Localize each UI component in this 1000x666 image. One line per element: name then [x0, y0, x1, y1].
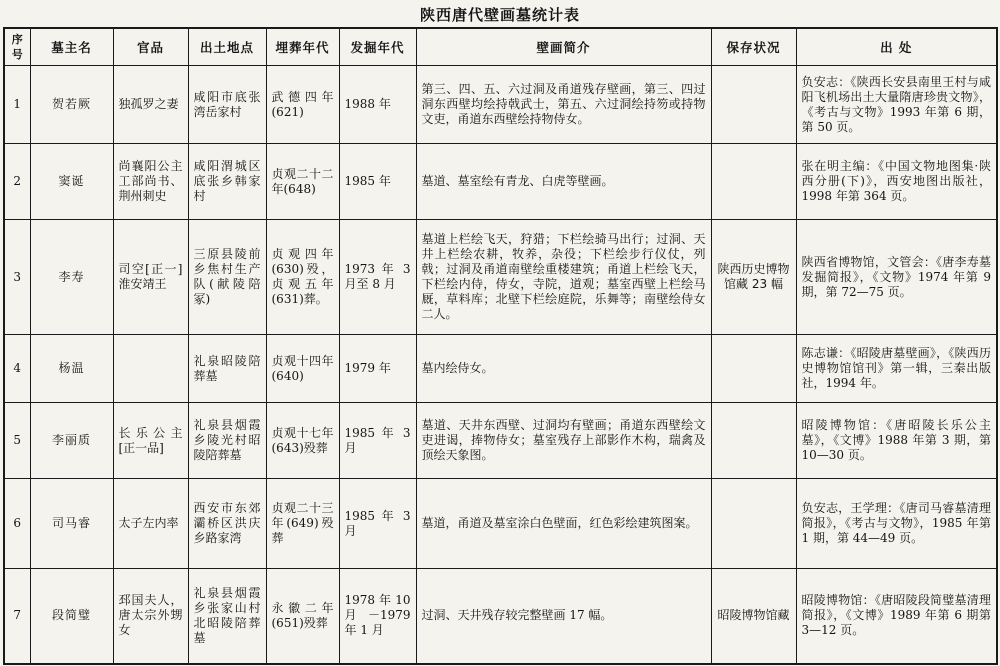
cell-preservation: [711, 144, 796, 220]
cell-burial: 武德四年(621): [266, 66, 339, 144]
table-row: [4, 144, 997, 220]
cell-official: 尚襄阳公主 工部尚书、荆州刺史: [113, 144, 188, 220]
cell-official: 太子左内率: [113, 479, 188, 569]
header-excavation: 发掘年代: [339, 28, 416, 66]
cell-burial: 贞观四年(630)殁，贞观五年(631)葬。: [266, 220, 339, 335]
cell-excavation: 1985 年: [339, 144, 416, 220]
cell-seq: 5: [4, 403, 30, 479]
cell-burial: 贞观十四年(640): [266, 335, 339, 403]
table-row: [4, 66, 997, 144]
cell-site: 咸阳渭城区底张乡韩家村: [188, 144, 266, 220]
cell-owner: 杨温: [30, 335, 113, 403]
table-row: [4, 569, 997, 664]
cell-seq: 3: [4, 220, 30, 335]
cell-source: 负安志：《陕西长安县南里王村与咸阳飞机场出土大量隋唐珍贵文物》，《考古与文物》1993 年第 6 期，第 50 页。: [796, 66, 997, 144]
cell-owner: 窦诞: [30, 144, 113, 220]
cell-burial: 贞观二十三年(649)殁葬: [266, 479, 339, 569]
cell-seq: 2: [4, 144, 30, 220]
cell-mural: 墓道上栏绘飞天，狩猎；下栏绘骑马出行；过洞、天井上栏绘农耕，牧养，杂役；下栏绘步行仪仗，列戟；过洞及甬道南壁绘重楼建筑；甬道上栏绘飞天，下栏绘内侍，侍女，寺院，道观；墓室西壁上栏绘马厩，草料库；北壁下栏绘庭院，乐舞等；南壁绘侍女二人。: [416, 220, 711, 335]
cell-source: 张在明主编：《中国文物地图集·陕西分册(下)》，西安地图出版社，1998 年第 364 页。: [796, 144, 997, 220]
cell-mural: 第三、四、五、六过洞及甬道残存壁画，第三、四过洞东西壁均绘持戟武士，第五、六过洞绘持笏或持物文吏，甬道东西壁绘持物侍女。: [416, 66, 711, 144]
header-owner: 墓主名: [30, 28, 113, 66]
header-official: 官品: [113, 28, 188, 66]
cell-burial: 永徽二年(651)殁葬: [266, 569, 339, 664]
header-source: 出 处: [796, 28, 997, 66]
cell-official: [113, 335, 188, 403]
header-mural: 壁画简介: [416, 28, 711, 66]
header-preservation: 保存状况: [711, 28, 796, 66]
cell-burial: 贞观二十二年(648): [266, 144, 339, 220]
table-row: [4, 220, 997, 335]
header-site: 出土地点: [188, 28, 266, 66]
table-row: [4, 479, 997, 569]
cell-official: 司空[正一]淮安靖王: [113, 220, 188, 335]
cell-owner: 段简璧: [30, 569, 113, 664]
cell-official: 邳国夫人，唐太宗外甥女: [113, 569, 188, 664]
header-seq: 序号: [4, 28, 30, 66]
cell-preservation: [711, 335, 796, 403]
cell-source: 昭陵博物馆：《唐昭陵段简璧墓清理简报》，《文博》1989 年第 6 期第 3—12 页。: [796, 569, 997, 664]
cell-preservation: 陕西历史博物馆藏 23 幅: [711, 220, 796, 335]
cell-seq: 1: [4, 66, 30, 144]
cell-owner: 李寿: [30, 220, 113, 335]
table-row: [4, 335, 997, 403]
cell-excavation: 1973 年 3 月至 8 月: [339, 220, 416, 335]
cell-site: 礼泉县烟霞乡张家山村北昭陵陪葬墓: [188, 569, 266, 664]
cell-excavation: 1988 年: [339, 66, 416, 144]
cell-official: 独孤罗之妻: [113, 66, 188, 144]
cell-owner: 司马睿: [30, 479, 113, 569]
cell-mural: 墓道、天井东西壁、过洞均有壁画；甬道东西壁绘文吏进谒，捧物侍女；墓室残存上部影作木构，瑞禽及顶绘天象图。: [416, 403, 711, 479]
cell-source: 陕西省博物馆，文管会：《唐李寿墓发掘简报》，《文物》1974 年第 9 期，第 72—75 页。: [796, 220, 997, 335]
cell-excavation: 1985 年 3 月: [339, 403, 416, 479]
cell-source: 陈志谦：《昭陵唐墓壁画》，《陕西历史博物馆馆刊》第一辑，三秦出版社，1994 年。: [796, 335, 997, 403]
cell-preservation: 昭陵博物馆藏: [711, 569, 796, 664]
cell-excavation: 1978 年 10 月－1979 年 1 月: [339, 569, 416, 664]
cell-site: 咸阳市底张湾岳家村: [188, 66, 266, 144]
cell-source: 昭陵博物馆：《唐昭陵长乐公主墓》，《文博》1988 年第 3 期，第 10—30 页。: [796, 403, 997, 479]
cell-official: 长乐公主[正一品]: [113, 403, 188, 479]
cell-seq: 4: [4, 335, 30, 403]
cell-owner: 贺若厥: [30, 66, 113, 144]
cell-owner: 李丽质: [30, 403, 113, 479]
cell-site: 三原县陵前乡焦村生产队(献陵陪冢): [188, 220, 266, 335]
cell-mural: 墓道、墓室绘有青龙、白虎等壁画。: [416, 144, 711, 220]
header-burial: 埋葬年代: [266, 28, 339, 66]
cell-seq: 7: [4, 569, 30, 664]
header-row: [4, 28, 997, 66]
cell-excavation: 1985 年 3 月: [339, 479, 416, 569]
cell-burial: 贞观十七年(643)殁葬: [266, 403, 339, 479]
cell-site: 西安市东郊灞桥区洪庆乡路家湾: [188, 479, 266, 569]
cell-preservation: [711, 479, 796, 569]
cell-site: 礼泉昭陵陪葬墓: [188, 335, 266, 403]
cell-mural: 过洞、天井残存较完整壁画 17 幅。: [416, 569, 711, 664]
tomb-statistics-table: [3, 27, 998, 665]
cell-mural: 墓道，甬道及墓室涂白色壁面，红色彩绘建筑图案。: [416, 479, 711, 569]
cell-seq: 6: [4, 479, 30, 569]
cell-source: 负安志，王学理：《唐司马睿墓清理简报》，《考古与文物》，1985 年第 1 期，第 44—49 页。: [796, 479, 997, 569]
table-title: 陕西唐代壁画墓统计表: [419, 6, 580, 24]
cell-preservation: [711, 66, 796, 144]
cell-excavation: 1979 年: [339, 335, 416, 403]
cell-preservation: [711, 403, 796, 479]
cell-site: 礼泉县烟霞乡陵光村昭陵陪葬墓: [188, 403, 266, 479]
cell-mural: 墓内绘侍女。: [416, 335, 711, 403]
table-row: [4, 403, 997, 479]
